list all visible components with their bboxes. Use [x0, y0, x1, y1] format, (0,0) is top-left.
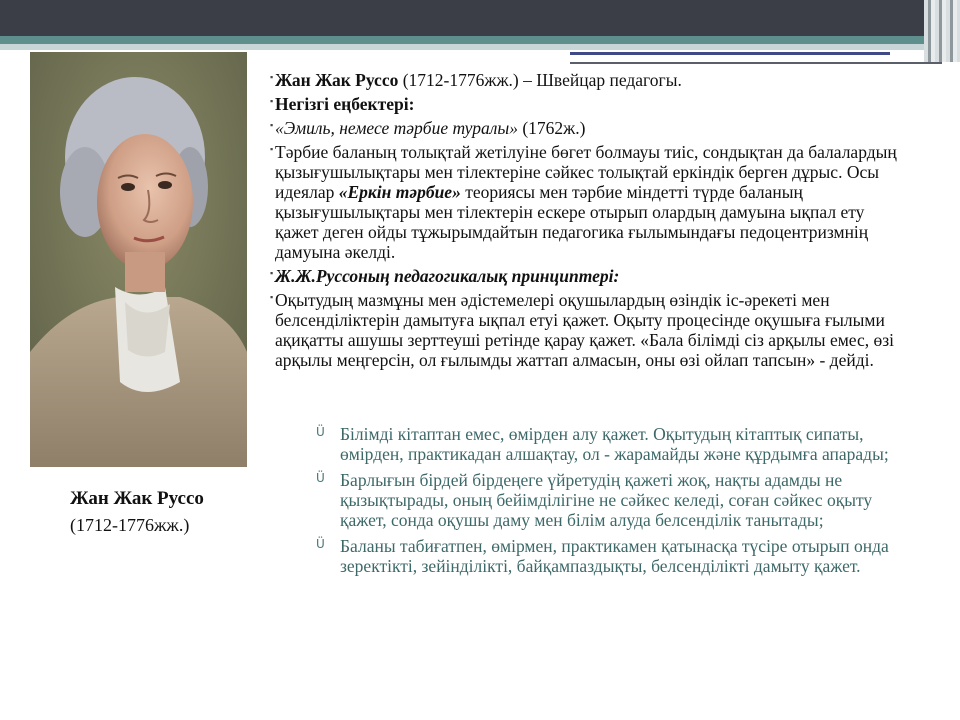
intro-line: ▪ Жан Жак Руссо (1712-1776жж.) – Швейцар педагогы.: [270, 70, 682, 90]
list-item-text: Баланы табиғатпен, өмірмен, практикамен қатынасқа түсіре отырып онда зеректікті, зейінділікті, байқампаздықты, белсенділікті дамыту қажет.: [340, 536, 889, 576]
portrait-image: [30, 52, 247, 467]
teaching-text: Оқытудың мазмұны мен әдістемелері оқушылардың өзіндік іс-әрекеті мен белсенділіктерін дамытуға ықпал етуі қажет. Оқыту процесінде оқушыға ғылыми ақиқатты ашушы зерттеуші ретінде қарау қажет. «Бала білімді сіз арқылы емес, өзі арқылы меңгерсін, ол ғылымды жаттап алмасын, оны өзі ойлап тапсын» - дейді.: [275, 290, 895, 370]
education-text-b: теориясы мен тәрбие міндетті түрде баланың қызығушылықтары мен тілектерін ескере отырып олардың дамуына ықпал ету қажет деген ойды тұжырымдайтын педагогика ғылымындағы педоцентризмнің дамуына әкелді.: [275, 182, 869, 262]
education-text-a: Тәрбие баланың толықтай жетілуіне бөгет болмауы тиіс, сондықтан да балалардың қызығушылықтары мен тілектеріне сәйкес толықтай еркіндік берген дұрыс. Осы идеялар: [275, 142, 897, 202]
works-heading: ▪ Негізгі еңбектері:: [270, 94, 415, 114]
header-stripes: [924, 0, 960, 62]
divider-line-secondary: [570, 62, 942, 64]
header-light-bar: [0, 44, 960, 50]
portrait-caption-years: (1712-1776жж.): [70, 515, 190, 535]
list-item: [316, 470, 916, 530]
portrait-caption-name: Жан Жак Руссо: [70, 488, 204, 509]
works-heading-text: Негізгі еңбектері:: [275, 94, 415, 114]
main-text: [270, 70, 910, 374]
principles-heading-text: Ж.Ж.Руссоның педагогикалық принциптері:: [275, 266, 620, 286]
works-item: ▪ «Эмиль, немесе тәрбие туралы» (1762ж.): [270, 118, 586, 138]
free-education-term: «Еркін тәрбие»: [338, 182, 461, 202]
arrow-bullet-icon: Ü: [316, 537, 325, 551]
author-name: Жан Жак Руссо: [275, 70, 399, 90]
arrow-bullet-icon: Ü: [316, 425, 325, 439]
work-year: (1762ж.): [517, 118, 586, 138]
author-description: (1712-1776жж.) – Швейцар педагогы.: [398, 70, 682, 90]
education-paragraph: ▪ Тәрбие баланың толықтай жетілуіне бөгет болмауы тиіс, сондықтан да балалардың қызығушылықтары мен тілектеріне сәйкес толықтай еркіндік берген дұрыс. Осы идеялар «Еркін тәрбие» теориясы мен тәрбие міндетті түрде баланың қызығушылықтары мен тілектерін ескере отырып олардың дамуына ықпал ету қажет деген ойды тұжырымдайтын педагогика ғылымындағы педоцентризмнің дамуына әкелді.: [270, 142, 897, 262]
work-title: «Эмиль, немесе тәрбие туралы»: [275, 118, 518, 138]
principles-heading: ▪ Ж.Ж.Руссоның педагогикалық принциптері:: [270, 266, 620, 286]
list-item: [316, 536, 916, 576]
list-item: [316, 424, 916, 464]
teaching-paragraph: ▪ Оқытудың мазмұны мен әдістемелері оқушылардың өзіндік іс-әрекеті мен белсенділіктерін дамытуға ықпал етуі қажет. Оқыту процесінде оқушыға ғылыми ақиқатты ашушы зерттеуші ретінде қарау қажет. «Бала білімді сіз арқылы емес, өзі арқылы меңгерсін, ол ғылымды жаттап алмасын, оны өзі ойлап тапсын» - дейді.: [270, 290, 895, 370]
header-bar: [0, 0, 960, 36]
principles-list: [316, 424, 916, 582]
list-item-text: Барлығын бірдей бірдеңеге үйретудің қажеті жоқ, нақты адамды не қызықтырады, оның бейімділігіне не сәйкес келеді, соған сәйкес оқыту қажет, сонда оқушы даму мен білім алуда белсенділік танытады;: [340, 470, 873, 530]
arrow-bullet-icon: Ü: [316, 471, 325, 485]
divider-line: [570, 52, 890, 55]
list-item-text: Білімді кітаптан емес, өмірден алу қажет. Оқытудың кітаптық сипаты, өмірден, практикадан алшақтау, ол - жарамайды және құрдымға апарады;: [340, 424, 889, 464]
header-accent-bar: [0, 36, 960, 44]
